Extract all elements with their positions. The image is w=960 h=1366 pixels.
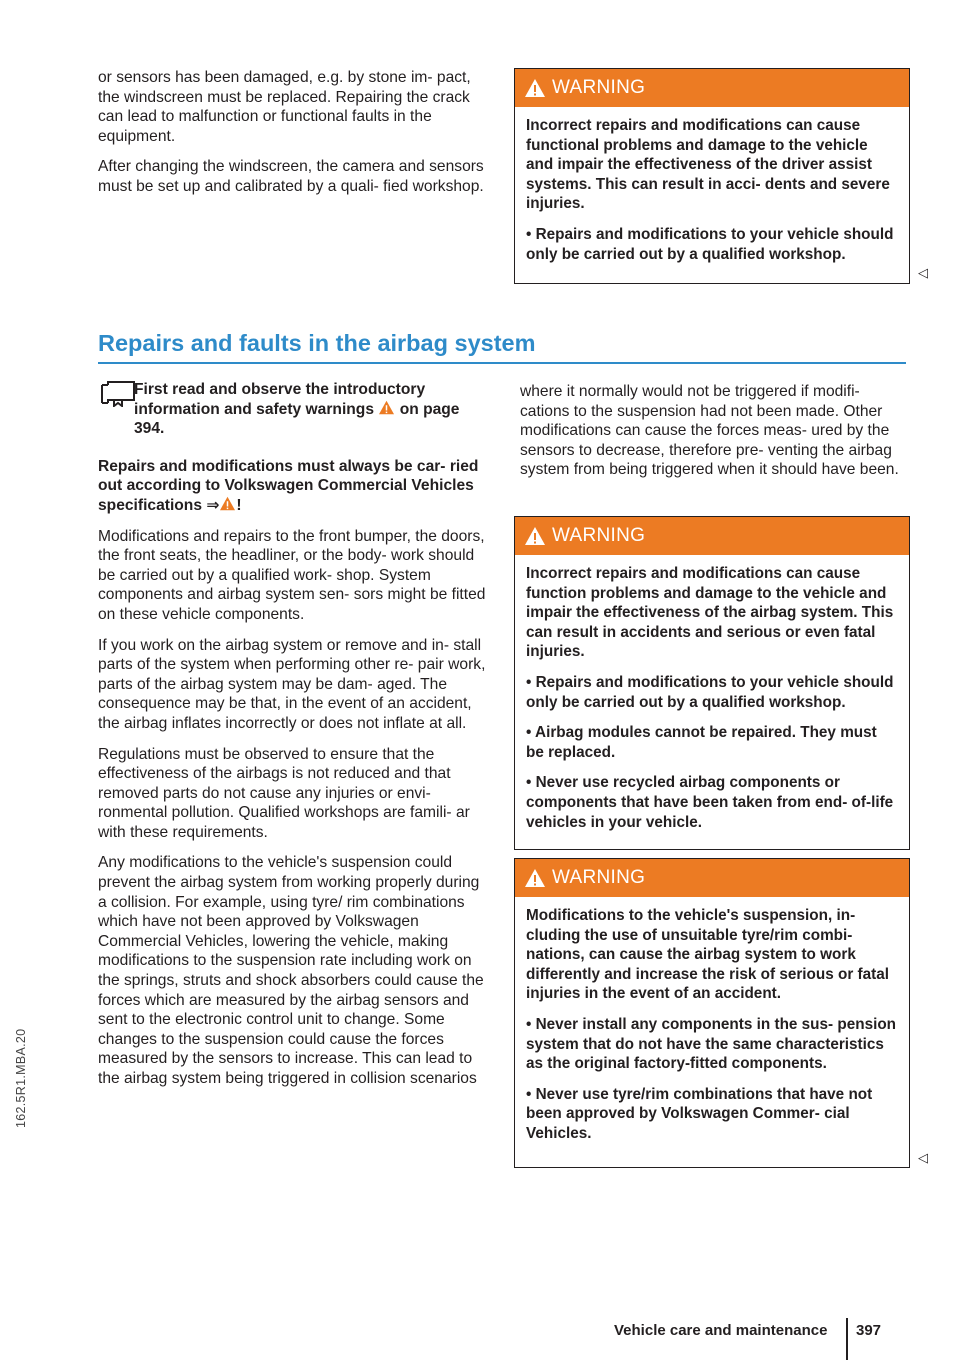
paragraph: Modifications and repairs to the front bumper, the doors, the front seats, the headliner, or the body- work should be carried out by a qualified work- shop. System components and airbag system sen- sors might be fitted on these vehicle components. [98,527,486,623]
bold-intro-text: Repairs and modifications must always be car- ried out according to Volkswagen Commercial Vehicles specifications [98,457,479,514]
warning-triangle-icon [219,496,236,511]
paragraph: Any modifications to the vehicle's suspension could prevent the airbag system from working properly during a collision. For example, using tyre/ rim combinations which have not been approved by Volkswagen Commercial Vehicles, lowering the vehicle, making modifications to the suspension rate including work on the springs, struts and shock absorbers could cause the forces which are measured by the airbag sensors and sent to the electronic control unit to change. Some changes to the suspension could cause the forces measured by the sensors to increase. This can lead to the airbag system being triggered in collision scenarios [98,854,484,1087]
page-number: 397 [856,1322,882,1339]
paragraph: or sensors has been damaged, e.g. by stone im- pact, the windscreen must be replaced. Repairing the crack can lead to malfunction or functional faults in the equipment. [98,69,471,145]
warning-lead: Incorrect repairs and modifications can cause functional problems and damage to the vehicle and impair the effectiveness of the driver assist systems. This can result in acci- dents and severe injuries. [526,117,890,213]
footer-section-name: Vehicle care and maintenance [614,1322,828,1339]
book-icon [98,381,138,407]
paragraph: After changing the windscreen, the camera and sensors must be set up and calibrated by a quali- fied workshop. [98,158,484,195]
warning-lead: Modifications to the vehicle's suspension, in- cluding the use of unsuitable tyre/rim combi- nations, can cause the airbag system to work differently and increase the risk of serious or fatal injuries in the event of an accident. [526,907,889,1003]
warning-bullet: • Never use recycled airbag components or components that have been taken from end- of-life vehicles in your vehicle. [526,774,894,831]
end-mark-icon: ◁ [918,1150,928,1165]
warning-header [515,517,909,555]
warning-lead: Incorrect repairs and modifications can cause function problems and damage to the vehicle and impair the effectiveness of the airbag system. This can result in accidents and serious or even fatal injuries. [526,565,894,661]
paragraph: where it normally would not be triggered if modifi- cations to the suspension had not been made. Other modifications can cause the forces meas- ured by the sensors to decrease, therefore pre- venting the airbag system from being triggered when it should have been. [520,383,899,479]
warning-bullet: • Repairs and modifications to your vehicle should only be carried out by a qualified workshop. [526,225,894,263]
warning-header [515,859,909,897]
bold-intro-end: ! [236,496,242,514]
warning-box-airbag-repairs [514,516,910,850]
warning-triangle-icon [524,78,546,98]
document-code: 162.5R1.MBA.20 [14,1028,28,1128]
right-column-text [520,382,908,491]
footer-divider [846,1318,848,1360]
top-left-text [98,68,486,208]
warning-bullet: • Repairs and modifications to your vehicle should only be carried out by a qualified workshop. [526,673,894,711]
warning-box-suspension [514,858,910,1168]
warning-triangle-icon [378,400,395,415]
intro-note [98,380,488,439]
bold-intro [98,457,488,516]
warning-title: WARNING [552,525,646,546]
intro-note-text: First read and observe the introductory information and safety warnings [134,381,426,418]
left-column [98,380,488,1100]
warning-box-driver-assist [514,68,910,284]
paragraph: If you work on the airbag system or remove and in- stall parts of the system when performing other re- pair work, parts of the airbag system may be dam- aged. The consequence may be that, in the event of an accident, the airbag inflates incorrectly or does not inflate at all. [98,636,486,732]
paragraph: Regulations must be observed to ensure that the effectiveness of the airbags is not reduced and that removed parts do not cause any injuries or envi- ronmental pollution. Qualified workshops are famili- ar with these requirements. [98,745,470,841]
intro-note-page-ref[interactable]: on page 394. [134,400,460,438]
warning-header [515,69,909,107]
warning-triangle-icon [524,868,546,888]
warning-title: WARNING [552,77,646,98]
end-mark-icon: ◁ [918,265,928,280]
section-title: Repairs and faults in the airbag system [98,330,536,356]
warning-bullet: • Never install any components in the sus- pension system that do not have the same characteristics as the original factory-fitted components. [526,1015,897,1073]
arrow-ref-icon[interactable]: ⇒ [206,497,236,514]
warning-title: WARNING [552,867,646,888]
section-divider [98,362,906,364]
warning-bullet: • Airbag modules cannot be repaired. They must be replaced. [526,724,877,761]
warning-bullet: • Never use tyre/rim combinations that have not been approved by Volkswagen Commer- cial Vehicles. [526,1085,873,1142]
warning-triangle-icon [524,526,546,546]
